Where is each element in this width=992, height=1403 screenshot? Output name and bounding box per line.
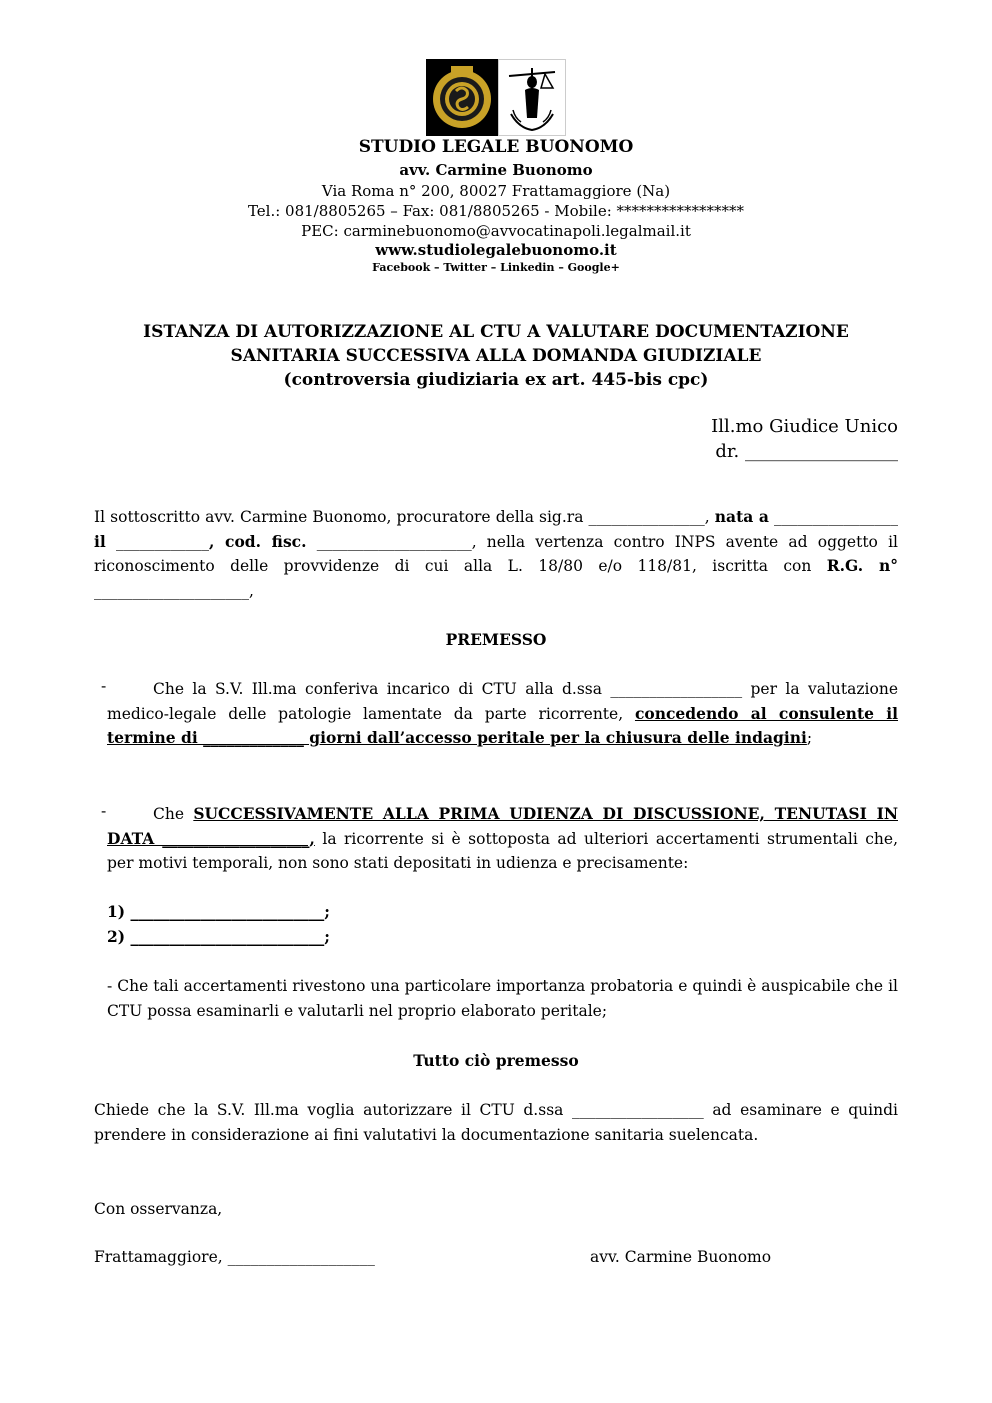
point-emphasis: SUCCESSIVAMENTE ALLA PRIMA UDIENZA DI DISCUSSIONE, TENUTASI IN DATA ___________________, [107,804,898,848]
studio-logo [426,59,566,136]
bullet-dash: - [101,802,107,820]
bullet-dash: - [101,677,107,695]
intro-text: ____________ [115,532,209,551]
request-paragraph: Chiede che la S.V. Ill.ma voglia autorizzare il CTU d.ssa _________________ ad esaminare e quindi prendere in considerazione ai fini valutativi la documentazione sanitaria suelencata. [94,1101,898,1144]
addressee-line-1: Ill.mo Giudice Unico [711,416,898,437]
place-date: Frattamaggiore, ___________________ [94,1248,375,1266]
list-item: 2) _________________________; [107,927,330,946]
premise-point-1 [107,677,898,751]
studio-name: STUDIO LEGALE BUONOMO [358,137,634,157]
intro-paragraph [94,505,898,603]
intro-bold: , cod. fisc. [208,531,307,551]
closing-salutation: Con osservanza, [94,1200,223,1218]
intro-bold: nata a [714,507,769,526]
lawyer-name: avv. Carmine Buonomo [399,161,593,179]
studio-contacts: Tel.: 081/8805265 – Fax: 081/8805265 - Mobile: ***************** [247,202,745,220]
premesso-heading: PREMESSO [445,630,547,649]
studio-pec: PEC: carminebuonomo@avvocatinapoli.legalmail.it [301,222,691,240]
point-text: la ricorrente si è sottoposta ad ulteriori accertamenti strumentali che, per motivi temporali, non sono stati depositati in udienza e precisamente: [107,829,899,873]
document-title-line-2: SANITARIA SUCCESSIVA ALLA DOMANDA GIUDIZIALE [230,346,762,366]
studio-address: Via Roma n° 200, 80027 Frattamaggiore (Na) [321,182,671,200]
point-text: Che [153,805,185,823]
intro-text: ____________________, nella vertenza contro INPS avente ad oggetto il riconoscimento delle provvidenze di cui alla L. 18/80 e/o 118/81, iscritta con [94,532,898,576]
intro-text: ________________ [773,508,898,526]
intro-bold: il [94,531,106,551]
list-item: 1) _________________________; [107,902,330,921]
point-text: Che la S.V. Ill.ma conferiva incarico di CTU alla d.ssa _________________ per la valutazione medico-legale delle patologie lamentate da parte ricorrente, [107,680,898,723]
addressee-line-2: dr. _________________ [715,441,898,462]
document-title-line-3: (controversia giudiziaria ex art. 445-bis cpc) [283,370,709,390]
studio-social: Facebook – Twitter – Linkedin – Google+ [372,261,620,274]
intro-text: Il sottoscritto avv. Carmine Buonomo, procuratore della sig.ra _______________, [94,508,710,526]
point-text: ; [806,729,813,748]
premise-point-3: - Che tali accertamenti rivestono una particolare importanza probatoria e quindi è auspicabile che il CTU possa esaminarli e valutarli nel proprio elaborato peritale; [107,977,898,1020]
point-emphasis: concedendo al consulente il termine di _____________ giorni dall’accesso peritale per la chiusura delle indagini [107,703,899,748]
document-title-line-1: ISTANZA DI AUTORIZZAZIONE AL CTU A VALUTARE DOCUMENTAZIONE [143,322,849,342]
premise-point-2 [107,802,898,876]
studio-website: www.studiolegalebuonomo.it [375,241,617,259]
intro-text: ____________________, [94,581,254,600]
tutto-heading: Tutto ciò premesso [413,1051,579,1070]
signature: avv. Carmine Buonomo [590,1248,772,1266]
intro-bold: R.G. n° [826,556,898,576]
emblem-logo-icon [426,59,498,136]
justice-scales-icon [498,59,566,136]
